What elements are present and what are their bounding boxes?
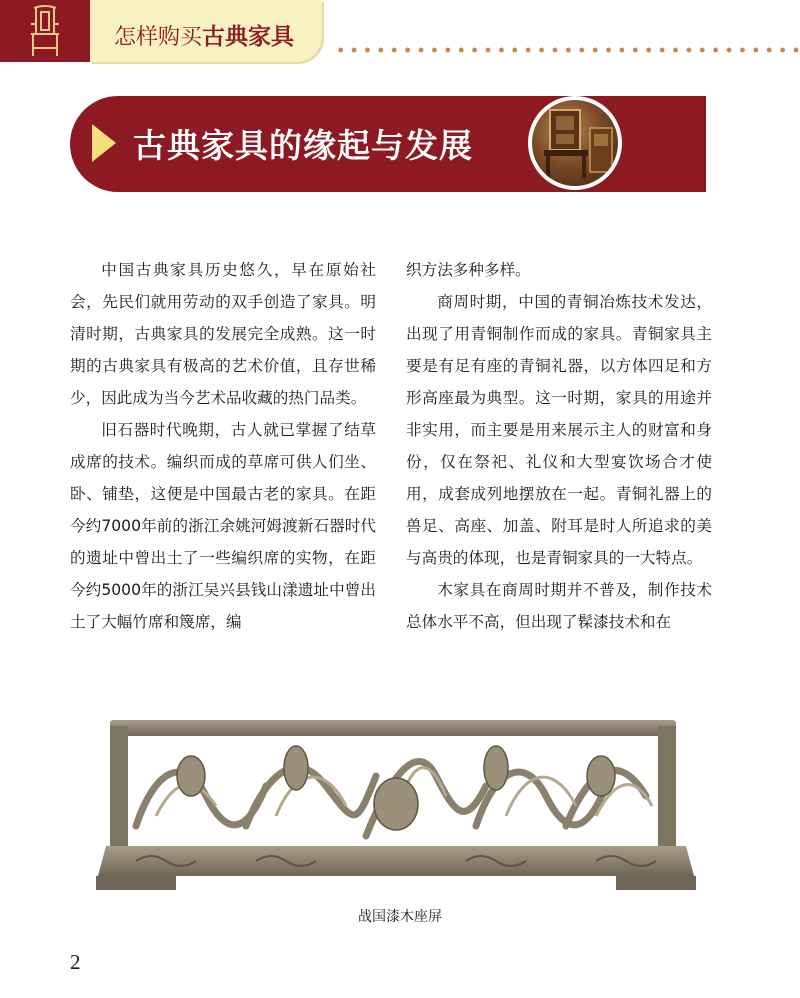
figure-caption: 战国漆木座屏 [358,909,442,925]
dotted-divider [334,46,800,54]
page-number: 2 [70,950,81,974]
paragraph: 旧石器时代晚期，古人就已掌握了结草成席的技术。编织而成的草席可供人们坐、卧、铺垫，这便是中国最古老的家具。在距今约7000年前的浙江余姚河姆渡新石器时代的遗址中曾出土了一些编织席的实物，在距今约5000年的浙江吴兴县钱山漾遗址中曾出土了大幅竹席和篾席，编 [70,421,376,631]
paragraph: 中国古典家具历史悠久，早在原始社会，先民们就用劳动的双手创造了家具。明清时期，古典家具的发展完全成熟。这一时期的古典家具有极高的艺术价值，且存世稀少，因此成为当今艺术品收藏的热门品类。 [70,261,376,407]
lacquer-screen-photo [96,706,696,900]
chair-icon [28,4,62,58]
book-title: 怎样购买古典家具 [114,24,295,50]
triangle-arrow-icon [92,124,116,162]
header-emblem [0,0,90,62]
running-header [0,0,800,62]
chapter-title: 古典家具的缘起与发展 [133,126,473,165]
paragraph: 商周时期，中国的青铜冶炼技术发达，出现了用青铜制作而成的家具。青铜家具主要是有足有座的青铜礼器，以方体四足和方形高座最为典型。这一时期，家具的用途并非实用，而主要是用来展示主人的财富和身份，仅在祭祀、礼仪和大型宴饮场合才使用，成套成列地摆放在一起。青铜礼器上的兽足、高座、加盖、附耳是时人所追求的美与高贵的体现，也是青铜家具的一大特点。 [406,293,712,567]
book-title-tab [90,0,322,62]
paragraph: 木家具在商周时期并不普及，制作技术总体水平不高，但出现了髹漆技术和在 [406,581,712,631]
body-column-left [70,254,376,638]
body-column-right [406,254,712,638]
banner-furniture-photo [528,96,622,190]
paragraph-continued: 织方法多种多样。 [406,261,531,279]
